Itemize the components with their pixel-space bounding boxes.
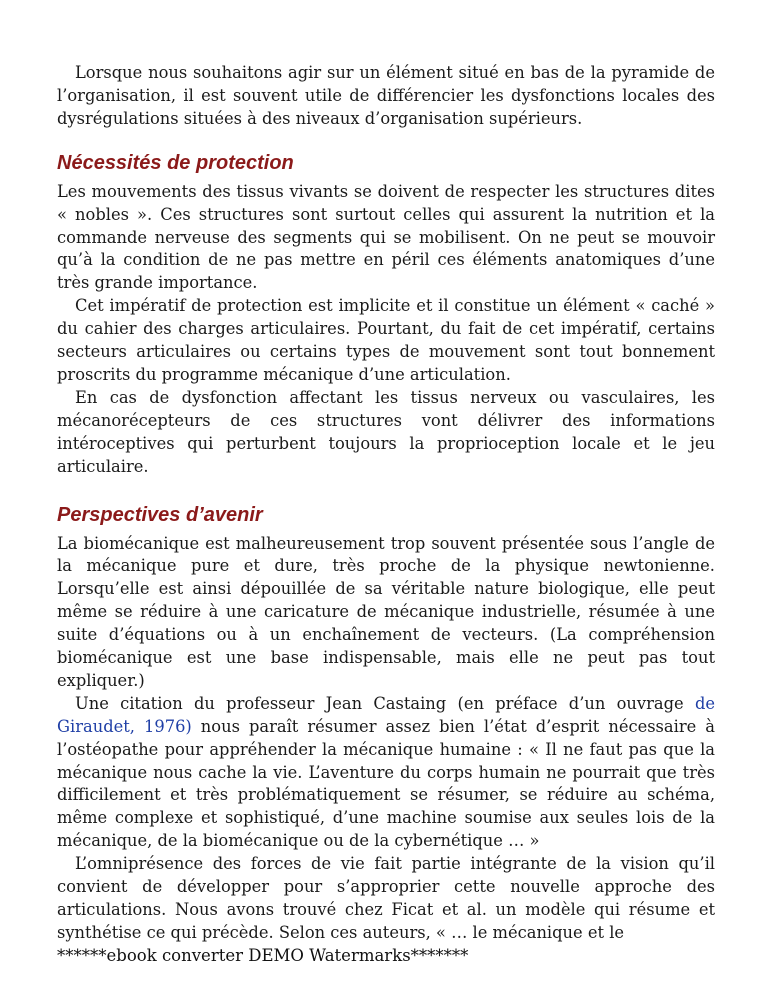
watermark-text: ******ebook converter DEMO Watermarks*******	[57, 945, 469, 965]
paragraph: La biomécanique est malheureusement trop souvent présentée sous l’angle de la mécanique pure et dure, très proche de la physique newtonienne. Lorsqu’elle est ainsi dépouillée de sa véritable nature biologique, elle peut même se réduire à une caricature de mécanique industrielle, résumée à une suite d’équations ou à un enchaînement de vecteurs. (La compréhension biomécanique est une base indispensable, mais elle ne peut pas tout expliquer.)	[57, 533, 715, 690]
section-heading-protection: Nécessités de protection	[57, 151, 294, 174]
document-page	[57, 62, 715, 967]
intro-paragraph: Lorsque nous souhaitons agir sur un élément situé en bas de la pyramide de l’organisation, il est souvent utile de différencier les dysfonctions locales des dysrégulations situées à des niveaux d’organisation supérieurs.	[57, 63, 715, 128]
paragraph-citation	[57, 693, 715, 853]
paragraph: L’omniprésence des forces de vie fait partie intégrante de la vision qu’il convient de développer pour s’approprier cette nouvelle approche des articulations. Nous avons trouvé chez Ficat et al. un modèle qui résume et synthétise ce qui précède. Selon ces auteurs, « … le mécanique et le	[57, 854, 715, 942]
citation-text-after: nous paraît résumer assez bien l’état d’esprit nécessaire à l’ostéopathe pour appréhender la mécanique humaine : « Il ne faut pas que la mécanique nous cache la vie. L’aventure du corps humain ne pourrait que très difficilement et très problématiquement se résumer, se réduire au schéma, même complexe et sophistiqué, d’une machine soumise aux seules lois de la mécanique, de la biomécanique ou de la cybernétique … »	[57, 716, 715, 851]
paragraph: Cet impératif de protection est implicite et il constitue un élément « caché » du cahier des charges articulaires. Pourtant, du fait de cet impératif, certains secteurs articulaires ou certains types de mouvement sont tout bonnement proscrits du programme mécanique d’une articulation.	[57, 296, 715, 384]
citation-link[interactable]: de Giraudet, 1976)	[57, 693, 715, 736]
paragraph: En cas de dysfonction affectant les tissus nerveux ou vasculaires, les mécanorécepteurs de ces structures vont délivrer des informations intéroceptives qui perturbent toujours la proprioception locale et le jeu articulaire.	[57, 387, 715, 476]
citation-text-before: Une citation du professeur Jean Castaing (en préface d’un ouvrage	[75, 693, 695, 713]
section-heading-avenir: Perspectives d’avenir	[57, 503, 263, 526]
paragraph: Les mouvements des tissus vivants se doivent de respecter les structures dites « nobles ». Ces structures sont surtout celles qui assurent la nutrition et la commande nerveuse des segments qui se mobilisent. On ne peut se mouvoir qu’à la condition de ne pas mettre en péril ces éléments anatomiques d’une très grande importance.	[57, 181, 715, 293]
